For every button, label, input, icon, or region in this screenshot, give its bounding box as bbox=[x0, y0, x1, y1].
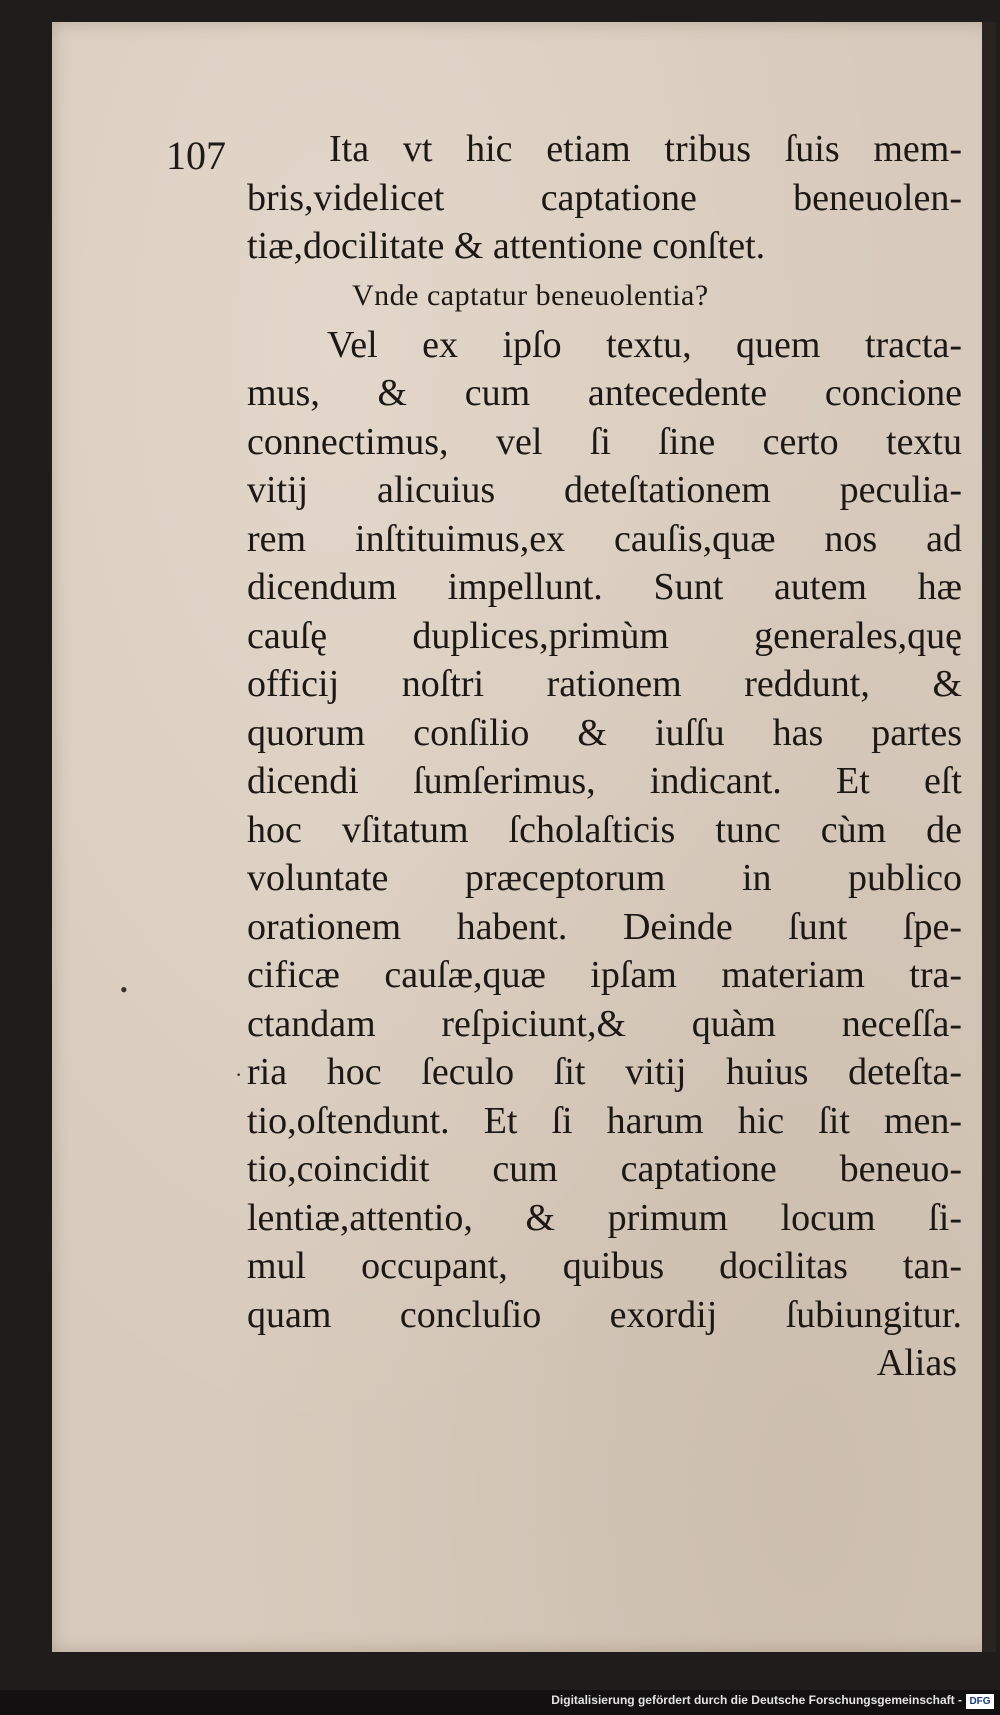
text-line: rem inſtituimus,ex cauſis,quæ nos ad bbox=[247, 517, 962, 560]
text-block bbox=[247, 125, 962, 1388]
text-line: vitij alicuius deteſtationem peculia- bbox=[247, 469, 962, 511]
text-line: tio,coincidit cum captatione beneuo- bbox=[247, 1148, 962, 1190]
footer-credit: Digitalisierung gefördert durch die Deutsche Forschungsgemeinschaft - bbox=[551, 1693, 962, 1707]
text-line: quorum conſilio & iuſſu has partes bbox=[247, 711, 962, 754]
text-line: tiæ,docilitate & attentione conſtet. bbox=[247, 225, 766, 267]
text-line: ctandam reſpiciunt,& quàm neceſſa- bbox=[247, 1002, 962, 1045]
page-number: 107 bbox=[166, 133, 226, 178]
text-line: cauſę duplices,primùm generales,quę bbox=[247, 614, 962, 657]
text-line: dicendi ſumſerimus, indicant. Et eſt bbox=[247, 760, 962, 802]
text-line: hoc vſitatum ſcholaſticis tunc cùm de bbox=[247, 808, 962, 851]
stain-mark: · bbox=[235, 1062, 243, 1087]
text-line: officij noſtri rationem reddunt, & bbox=[247, 663, 962, 705]
book-page bbox=[52, 22, 996, 1652]
text-line: Ita vt hic etiam tribus ſuis mem- bbox=[329, 128, 962, 170]
text-line: lentiæ,attentio, & primum locum ſi- bbox=[247, 1196, 962, 1239]
text-line: mul occupant, quibus docilitas tan- bbox=[247, 1245, 962, 1287]
text-line: bris,videlicet captatione beneuolen- bbox=[247, 176, 962, 219]
digitization-footer bbox=[0, 1690, 1000, 1715]
text-line: tio,oſtendunt. Et ſi harum hic ſit men- bbox=[247, 1099, 962, 1142]
text-line: connectimus, vel ſi ſine certo textu bbox=[247, 420, 962, 463]
text-line: dicendum impellunt. Sunt autem hæ bbox=[247, 566, 962, 608]
section-heading: Vnde captatur beneuolentia? bbox=[352, 278, 709, 312]
dfg-logo: DFG bbox=[966, 1694, 994, 1709]
text-line: orationem habent. Deinde ſunt ſpe- bbox=[247, 905, 962, 948]
text-line: quam concluſio exordij ſubiungitur. bbox=[247, 1293, 962, 1336]
text-line: voluntate præceptorum in publico bbox=[247, 857, 962, 899]
stain-mark: • bbox=[120, 977, 128, 1002]
text-line: ria hoc ſeculo ſit vitij huius deteſta- bbox=[247, 1051, 962, 1093]
catchword: Alias bbox=[876, 1342, 957, 1384]
text-line: mus, & cum antecedente concione bbox=[247, 372, 962, 414]
page-edge bbox=[982, 22, 996, 1652]
text-line: cificæ cauſæ,quæ ipſam materiam tra- bbox=[247, 954, 962, 996]
text-line: Vel ex ipſo textu, quem tracta- bbox=[327, 323, 962, 366]
